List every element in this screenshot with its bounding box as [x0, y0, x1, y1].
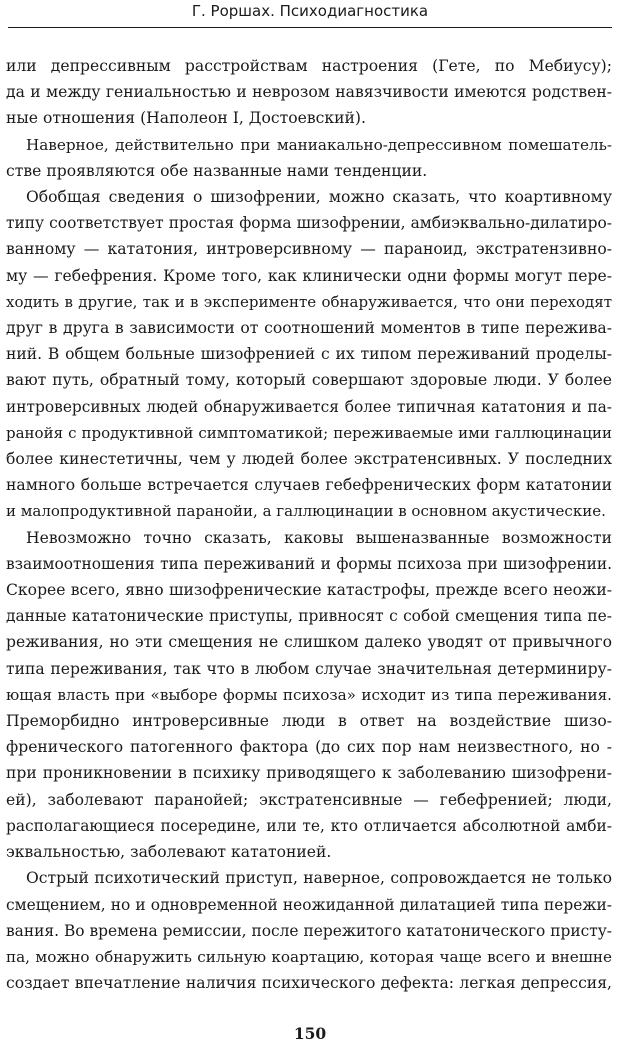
- text-line: типа переживания, так что в любом случае значительная детерминиру-: [6, 659, 612, 678]
- text-line: реживания, но эти смещения не слишком далеко уводят от привычного: [6, 633, 612, 652]
- text-line: намного больше встречается случаев гебефренических форм кататонии: [6, 476, 612, 495]
- text-line: друг в друга в зависимости от соотношений моментов в типе пережива-: [6, 319, 612, 338]
- text-line: и малопродуктивной паранойи, а галлюцинации в основном акустические.: [6, 502, 606, 521]
- text-line: данные кататонические приступы, привносят с собой смещения типа пе-: [6, 607, 612, 626]
- paragraph: [6, 53, 612, 132]
- text-line: ей), заболевают паранойей; экстратенсивные — гебефренией; люди,: [6, 790, 612, 809]
- paragraph: [6, 525, 612, 866]
- text-line: располагающиеся посередине, или те, кто отличается абсолютной амби-: [6, 816, 612, 835]
- text-line: да и между гениальностью и неврозом навязчивости имеются родствен-: [6, 83, 612, 102]
- text-line: Острый психотический приступ, наверное, сопровождается не только: [26, 869, 612, 888]
- text-line: Обобщая сведения о шизофрении, можно сказать, что коартивному: [26, 188, 612, 207]
- text-line: па, можно обнаружить сильную коартацию, которая чаще всего и внешне: [6, 947, 612, 966]
- text-line: или депрессивным расстройствам настроения (Гете, по Мебиусу);: [6, 57, 612, 75]
- text-line: при проникновении в психику приводящего к заболеванию шизофрени-: [6, 764, 612, 783]
- text-line: эквальностью, заболевают кататонией.: [6, 843, 332, 862]
- paragraph: [6, 865, 612, 996]
- text-line: создает впечатление наличия психического дефекта: легкая депрессия,: [6, 974, 612, 993]
- text-line: взаимоотношения типа переживаний и формы психоза при шизофрении.: [6, 554, 612, 573]
- text-line: ные отношения (Наполеон I, Достоевский).: [6, 109, 366, 128]
- paragraph: [6, 132, 612, 184]
- text-line: ходить в другие, так и в эксперименте обнаруживается, что они переходят: [6, 292, 612, 311]
- header-rule: [8, 27, 612, 28]
- text-line: ранойя с продуктивной симптоматикой; переживаемые ими галлюцинации: [6, 423, 612, 442]
- page-number: 150: [293, 1024, 327, 1043]
- text-line: типу соответствует простая форма шизофрении, амбиэквально-дилатиро-: [6, 214, 612, 233]
- text-line: ванному — кататония, интроверсивному — параноид, экстратензивно-: [6, 240, 612, 259]
- text-line: ющая власть при «выборе формы психоза» исходит из типа переживания.: [6, 685, 612, 704]
- text-line: Невозможно точно сказать, каковы вышеназванные возможности: [26, 528, 612, 547]
- text-line: более кинестетичны, чем у людей более экстратенсивных. У последних: [6, 450, 612, 469]
- text-line: Преморбидно интроверсивные люди в ответ на воздействие шизо-: [6, 712, 612, 731]
- text-line: Наверное, действительно при маниакально-депрессивном помешатель-: [26, 135, 612, 154]
- text-line: вают путь, обратный тому, который совершают здоровые люди. У более: [6, 371, 612, 390]
- text-line: му — гебефрения. Кроме того, как клинически одни формы могут пере-: [6, 266, 612, 285]
- paragraph: [6, 184, 612, 525]
- text-line: интроверсивных людей обнаруживается более типичная кататония и па-: [6, 397, 612, 416]
- running-head: Г. Роршах. Психодиагностика: [191, 2, 429, 20]
- body-text: [6, 53, 612, 996]
- text-line: френического патогенного фактора (до сих пор нам неизвестного, но -: [6, 738, 612, 757]
- text-line: Скорее всего, явно шизофренические катастрофы, прежде всего неожи-: [6, 581, 612, 600]
- text-line: стве проявляются обе названные нами тенденции.: [6, 161, 428, 180]
- text-line: ний. В общем больные шизофренией с их типом переживаний проделы-: [6, 345, 612, 364]
- text-line: вания. Во времена ремиссии, после пережитого кататонического присту-: [6, 921, 612, 940]
- text-line: смещением, но и одновременной неожиданной дилатацией типа пережи-: [6, 895, 612, 914]
